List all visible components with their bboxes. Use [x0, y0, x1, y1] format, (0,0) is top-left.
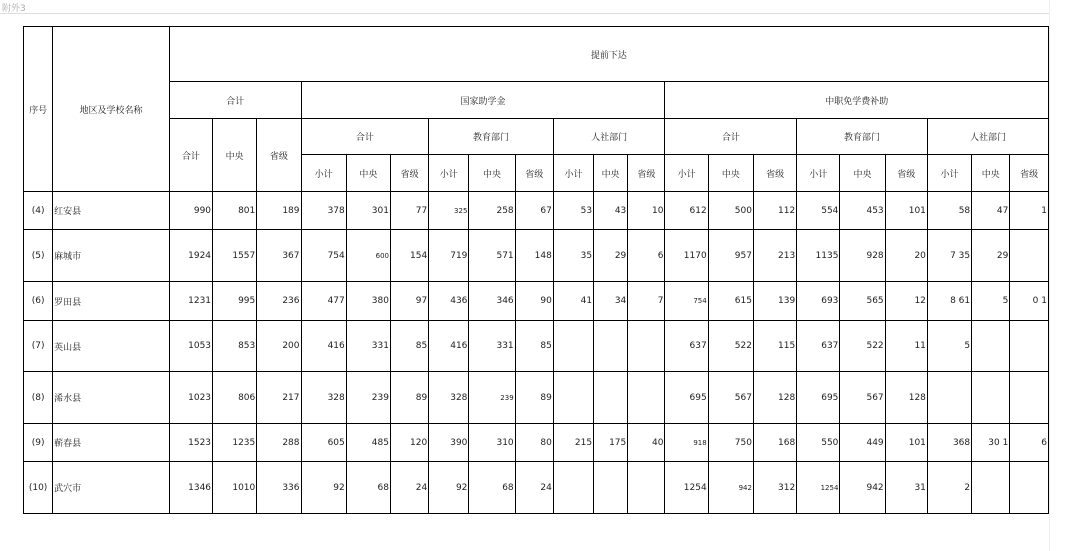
row-value: 612 [665, 192, 708, 230]
row-value: 328 [429, 372, 469, 424]
row-value: 128 [885, 372, 927, 424]
header-subtotal: 小计 [553, 155, 593, 192]
row-value: 68 [346, 462, 390, 514]
row-value: 416 [429, 321, 469, 372]
table-row [24, 230, 1049, 282]
row-value: 750 [708, 424, 753, 462]
header-grant-group: 国家助学金 [301, 82, 665, 119]
row-value: 20 [885, 230, 927, 282]
table-row [24, 282, 1049, 321]
header-seq: 序号 [24, 27, 53, 192]
row-value: 97 [390, 282, 428, 321]
row-value: 1053 [169, 321, 212, 372]
row-value: 6 [628, 230, 665, 282]
row-value: 24 [390, 462, 428, 514]
table-row [24, 372, 1049, 424]
row-value: 43 [594, 192, 628, 230]
row-seq: (5) [24, 230, 53, 282]
row-value [594, 462, 628, 514]
row-name: 武穴市 [53, 462, 170, 514]
row-value: 301 [346, 192, 390, 230]
header-tuition-group: 中职免学费补助 [665, 82, 1049, 119]
row-value: 8 61 [927, 282, 971, 321]
row-value: 346 [469, 282, 515, 321]
row-value: 30 1 [972, 424, 1010, 462]
row-value: 92 [301, 462, 346, 514]
header-provincial: 省级 [1010, 155, 1049, 192]
row-value: 148 [515, 230, 553, 282]
row-value: 41 [553, 282, 593, 321]
row-value: 239 [346, 372, 390, 424]
row-value: 6 [1010, 424, 1049, 462]
row-value: 1557 [213, 230, 257, 282]
row-value: 312 [753, 462, 796, 514]
row-value: 67 [515, 192, 553, 230]
row-value: 53 [553, 192, 593, 230]
row-value: 995 [213, 282, 257, 321]
row-seq: (8) [24, 372, 53, 424]
row-value: 693 [797, 282, 840, 321]
row-value: 58 [927, 192, 971, 230]
row-value: 2 [927, 462, 971, 514]
row-value: 10 [628, 192, 665, 230]
row-value: 336 [257, 462, 301, 514]
subsidy-table [23, 26, 1049, 514]
row-value: 101 [885, 192, 927, 230]
row-value: 1235 [213, 424, 257, 462]
row-value [972, 462, 1010, 514]
row-value: 200 [257, 321, 301, 372]
row-value: 801 [213, 192, 257, 230]
header-provincial: 省级 [515, 155, 553, 192]
row-value: 453 [840, 192, 885, 230]
row-name: 红安县 [53, 192, 170, 230]
row-value: 5 [972, 282, 1010, 321]
row-value [1010, 321, 1049, 372]
row-value: 236 [257, 282, 301, 321]
row-value [1010, 462, 1049, 514]
row-value: 89 [390, 372, 428, 424]
row-value: 1023 [169, 372, 212, 424]
row-value: 449 [840, 424, 885, 462]
row-value: 1523 [169, 424, 212, 462]
row-value: 605 [301, 424, 346, 462]
row-value: 175 [594, 424, 628, 462]
row-value: 154 [390, 230, 428, 282]
row-value: 120 [390, 424, 428, 462]
row-value: 806 [213, 372, 257, 424]
row-value: 754 [665, 282, 708, 321]
row-value: 637 [797, 321, 840, 372]
row-value: 368 [927, 424, 971, 462]
row-value: 29 [594, 230, 628, 282]
header-provincial: 省级 [628, 155, 665, 192]
row-value: 0 1 [1010, 282, 1049, 321]
header-grant-edu: 教育部门 [429, 119, 554, 155]
row-value: 258 [469, 192, 515, 230]
row-value [553, 462, 593, 514]
row-value: 754 [301, 230, 346, 282]
row-value: 11 [885, 321, 927, 372]
row-seq: (10) [24, 462, 53, 514]
header-subtotal: 小计 [301, 155, 346, 192]
row-value [972, 321, 1010, 372]
row-value: 1135 [797, 230, 840, 282]
row-value: 328 [301, 372, 346, 424]
header-tuition-edu: 教育部门 [797, 119, 928, 155]
row-value: 77 [390, 192, 428, 230]
row-value: 215 [553, 424, 593, 462]
header-central: 中央 [840, 155, 885, 192]
header-subtotal: 小计 [797, 155, 840, 192]
row-value: 957 [708, 230, 753, 282]
row-seq: (6) [24, 282, 53, 321]
row-value: 29 [972, 230, 1010, 282]
page-right-margin [1049, 0, 1050, 551]
row-value: 331 [469, 321, 515, 372]
row-value: 139 [753, 282, 796, 321]
row-value: 719 [429, 230, 469, 282]
row-value: 128 [753, 372, 796, 424]
header-provincial: 省级 [257, 119, 301, 192]
row-value: 695 [797, 372, 840, 424]
row-value: 853 [213, 321, 257, 372]
annex-label: 附外3 [2, 4, 26, 14]
row-value: 310 [469, 424, 515, 462]
row-value [1010, 372, 1049, 424]
row-value: 600 [346, 230, 390, 282]
row-value [594, 321, 628, 372]
header-tuition-total: 合计 [665, 119, 797, 155]
row-value: 1924 [169, 230, 212, 282]
row-value: 92 [429, 462, 469, 514]
row-seq: (4) [24, 192, 53, 230]
header-central: 中央 [346, 155, 390, 192]
header-central: 中央 [594, 155, 628, 192]
header-grant-hr: 人社部门 [553, 119, 665, 155]
row-value: 1254 [665, 462, 708, 514]
header-central: 中央 [708, 155, 753, 192]
header-tuition-hr: 人社部门 [927, 119, 1048, 155]
row-value: 571 [469, 230, 515, 282]
row-value: 1170 [665, 230, 708, 282]
row-value: 90 [515, 282, 553, 321]
row-name: 罗田县 [53, 282, 170, 321]
row-value: 695 [665, 372, 708, 424]
row-value: 378 [301, 192, 346, 230]
table-row [24, 424, 1049, 462]
row-value: 1346 [169, 462, 212, 514]
row-value [927, 372, 971, 424]
row-value: 85 [390, 321, 428, 372]
row-value: 918 [665, 424, 708, 462]
row-value: 31 [885, 462, 927, 514]
header-name: 地区及学校名称 [53, 27, 170, 192]
header-central: 中央 [213, 119, 257, 192]
row-value [1010, 230, 1049, 282]
row-value: 112 [753, 192, 796, 230]
row-value: 522 [840, 321, 885, 372]
row-value: 7 [628, 282, 665, 321]
row-value: 485 [346, 424, 390, 462]
row-value: 35 [553, 230, 593, 282]
row-value: 567 [708, 372, 753, 424]
table-row [24, 192, 1049, 230]
row-value: 34 [594, 282, 628, 321]
row-value: 615 [708, 282, 753, 321]
row-value: 522 [708, 321, 753, 372]
row-value: 367 [257, 230, 301, 282]
row-value [553, 372, 593, 424]
header-provincial: 省级 [885, 155, 927, 192]
row-value: 213 [753, 230, 796, 282]
header-grant-total: 合计 [301, 119, 429, 155]
row-value [972, 372, 1010, 424]
row-value [594, 372, 628, 424]
row-value: 436 [429, 282, 469, 321]
row-value [628, 372, 665, 424]
row-value: 554 [797, 192, 840, 230]
row-value: 928 [840, 230, 885, 282]
row-value: 85 [515, 321, 553, 372]
row-value: 477 [301, 282, 346, 321]
header-subtotal: 小计 [665, 155, 708, 192]
row-seq: (7) [24, 321, 53, 372]
row-value: 115 [753, 321, 796, 372]
row-value: 1 [1010, 192, 1049, 230]
row-value: 550 [797, 424, 840, 462]
row-value: 89 [515, 372, 553, 424]
row-value: 565 [840, 282, 885, 321]
row-value: 239 [469, 372, 515, 424]
row-value: 942 [708, 462, 753, 514]
row-value: 416 [301, 321, 346, 372]
page-top-rule [0, 13, 1050, 14]
header-central: 中央 [972, 155, 1010, 192]
header-central: 中央 [469, 155, 515, 192]
header-provincial: 省级 [390, 155, 428, 192]
row-value: 24 [515, 462, 553, 514]
header-subtotal: 小计 [927, 155, 971, 192]
row-value: 325 [429, 192, 469, 230]
row-value: 47 [972, 192, 1010, 230]
row-value [628, 321, 665, 372]
row-value: 942 [840, 462, 885, 514]
row-value [628, 462, 665, 514]
row-value: 500 [708, 192, 753, 230]
row-name: 麻城市 [53, 230, 170, 282]
row-value: 390 [429, 424, 469, 462]
row-value: 990 [169, 192, 212, 230]
header-provincial: 省级 [753, 155, 796, 192]
row-value: 1254 [797, 462, 840, 514]
row-value [553, 321, 593, 372]
row-seq: (9) [24, 424, 53, 462]
row-value: 68 [469, 462, 515, 514]
row-value: 80 [515, 424, 553, 462]
row-value: 189 [257, 192, 301, 230]
row-value: 101 [885, 424, 927, 462]
row-value: 288 [257, 424, 301, 462]
row-name: 英山县 [53, 321, 170, 372]
row-value: 12 [885, 282, 927, 321]
row-name: 蕲春县 [53, 424, 170, 462]
row-value: 637 [665, 321, 708, 372]
row-value: 1010 [213, 462, 257, 514]
row-value: 380 [346, 282, 390, 321]
row-value: 331 [346, 321, 390, 372]
row-name: 浠水县 [53, 372, 170, 424]
row-value: 40 [628, 424, 665, 462]
row-value: 1231 [169, 282, 212, 321]
row-value: 5 [927, 321, 971, 372]
header-total-group: 合计 [169, 82, 301, 119]
header-advance: 提前下达 [169, 27, 1048, 82]
row-value: 7 35 [927, 230, 971, 282]
header-subtotal: 小计 [429, 155, 469, 192]
row-value: 567 [840, 372, 885, 424]
row-value: 217 [257, 372, 301, 424]
header-total: 合计 [169, 119, 212, 192]
row-value: 168 [753, 424, 796, 462]
table-row [24, 462, 1049, 514]
table-row [24, 321, 1049, 372]
